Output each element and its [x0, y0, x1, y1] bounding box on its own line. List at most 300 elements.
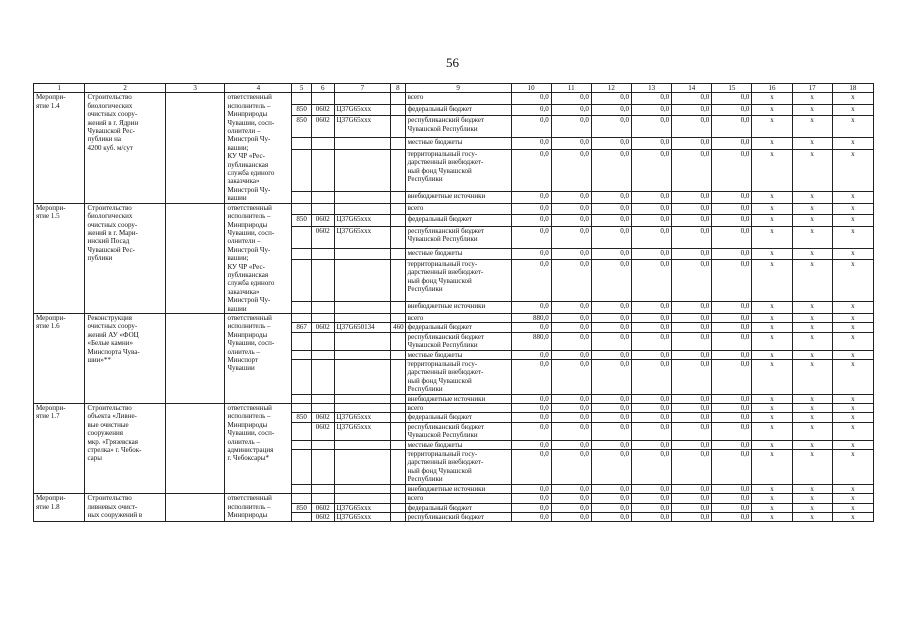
value-cell: x: [832, 226, 873, 248]
header-cell: 8: [391, 84, 405, 93]
value-cell: x: [752, 360, 792, 395]
value-cell: x: [832, 360, 873, 395]
value-cell: 0,0: [672, 203, 712, 215]
measure-code-cell: Меропри- ятие 1.5: [34, 203, 85, 313]
value-cell: 0,0: [632, 494, 672, 503]
header-cell: 9: [405, 84, 511, 93]
value-cell: 0,0: [672, 512, 712, 521]
value-cell: 0,0: [672, 332, 712, 350]
code-cell: 0602: [311, 323, 334, 332]
code-cell: Ц37G65xxx: [334, 503, 391, 512]
funding-source-cell: внебюджетные источники: [405, 302, 511, 314]
value-cell: x: [752, 440, 792, 449]
code-cell: [391, 484, 405, 493]
code-cell: [334, 350, 391, 359]
value-cell: 0,0: [511, 323, 551, 332]
code-cell: [391, 422, 405, 440]
value-cell: 0,0: [632, 302, 672, 314]
funding-source-cell: всего: [405, 203, 511, 215]
value-cell: 0,0: [632, 323, 672, 332]
code-cell: [292, 360, 312, 395]
value-cell: 0,0: [511, 116, 551, 138]
code-cell: [334, 494, 391, 503]
value-cell: x: [832, 215, 873, 227]
code-cell: 0602: [311, 215, 334, 227]
code-cell: [292, 494, 312, 503]
header-cell: 18: [832, 84, 873, 93]
value-cell: x: [832, 404, 873, 413]
funding-source-cell: всего: [405, 313, 511, 322]
value-cell: 0,0: [712, 138, 752, 150]
value-cell: x: [792, 332, 832, 350]
value-cell: x: [832, 302, 873, 314]
code-cell: [292, 512, 312, 521]
code-cell: Ц37G65xxx: [334, 413, 391, 422]
value-cell: 0,0: [591, 450, 631, 485]
table-row: [34, 203, 874, 215]
value-cell: x: [752, 394, 792, 403]
value-cell: x: [752, 116, 792, 138]
value-cell: x: [792, 413, 832, 422]
value-cell: 0,0: [511, 149, 551, 191]
code-cell: [311, 404, 334, 413]
value-cell: 0,0: [551, 203, 591, 215]
value-cell: 0,0: [632, 440, 672, 449]
value-cell: 0,0: [672, 248, 712, 260]
value-cell: x: [792, 484, 832, 493]
value-cell: x: [752, 404, 792, 413]
value-cell: x: [792, 404, 832, 413]
value-cell: 0,0: [712, 503, 752, 512]
code-cell: [311, 350, 334, 359]
value-cell: x: [832, 323, 873, 332]
value-cell: 0,0: [551, 116, 591, 138]
value-cell: x: [832, 350, 873, 359]
code-cell: [391, 104, 405, 116]
value-cell: 0,0: [511, 226, 551, 248]
code-cell: [391, 413, 405, 422]
value-cell: 0,0: [511, 360, 551, 395]
value-cell: 0,0: [551, 138, 591, 150]
value-cell: 880,0: [511, 332, 551, 350]
code-cell: [292, 484, 312, 493]
value-cell: x: [792, 394, 832, 403]
code-cell: [334, 394, 391, 403]
code-cell: [391, 394, 405, 403]
header-cell: 1: [34, 84, 85, 93]
value-cell: x: [792, 215, 832, 227]
value-cell: 0,0: [712, 440, 752, 449]
value-cell: 0,0: [632, 503, 672, 512]
code-cell: [311, 203, 334, 215]
header-cell: 7: [334, 84, 391, 93]
code-cell: [311, 450, 334, 485]
value-cell: 0,0: [511, 104, 551, 116]
value-cell: 0,0: [632, 226, 672, 248]
value-cell: 0,0: [672, 360, 712, 395]
funding-source-cell: федеральный бюджет: [405, 215, 511, 227]
code-cell: [391, 203, 405, 215]
measure-code-cell: Меропри- ятие 1.8: [34, 494, 85, 522]
code-cell: [334, 360, 391, 395]
code-cell: 850: [292, 215, 312, 227]
value-cell: 0,0: [672, 260, 712, 302]
value-cell: 0,0: [712, 450, 752, 485]
value-cell: x: [752, 503, 792, 512]
value-cell: 0,0: [672, 422, 712, 440]
code-cell: [391, 226, 405, 248]
value-cell: x: [752, 215, 792, 227]
code-cell: [391, 440, 405, 449]
value-cell: 0,0: [551, 149, 591, 191]
value-cell: x: [752, 248, 792, 260]
value-cell: 0,0: [712, 192, 752, 204]
value-cell: 0,0: [591, 323, 631, 332]
value-cell: x: [792, 350, 832, 359]
code-cell: [292, 138, 312, 150]
value-cell: 0,0: [632, 332, 672, 350]
code-cell: [391, 450, 405, 485]
value-cell: 0,0: [632, 422, 672, 440]
value-cell: 0,0: [551, 360, 591, 395]
value-cell: x: [792, 248, 832, 260]
value-cell: x: [752, 93, 792, 105]
code-cell: [292, 203, 312, 215]
value-cell: 0,0: [712, 302, 752, 314]
value-cell: x: [792, 360, 832, 395]
measure-title-cell: Строительство объекта «Ливне- вые очистные сооружения мкр. «Грязевская стрелка» г. Чебок- сары: [85, 404, 165, 494]
code-cell: [334, 404, 391, 413]
code-cell: 850: [292, 104, 312, 116]
code-cell: 0602: [311, 104, 334, 116]
funding-source-cell: территориальный госу- дарственный внебюджет- ный фонд Чувашской Республики: [405, 260, 511, 302]
code-cell: [391, 503, 405, 512]
value-cell: 0,0: [672, 215, 712, 227]
value-cell: 0,0: [551, 332, 591, 350]
value-cell: x: [792, 422, 832, 440]
code-cell: 0602: [311, 503, 334, 512]
code-cell: Ц37G65xxx: [334, 422, 391, 440]
value-cell: x: [792, 440, 832, 449]
value-cell: 0,0: [632, 313, 672, 322]
code-cell: [292, 192, 312, 204]
value-cell: 0,0: [551, 394, 591, 403]
budget-table: [33, 83, 874, 522]
value-cell: x: [832, 149, 873, 191]
value-cell: x: [792, 116, 832, 138]
funding-source-cell: местные бюджеты: [405, 350, 511, 359]
value-cell: x: [832, 104, 873, 116]
value-cell: x: [832, 248, 873, 260]
value-cell: x: [752, 302, 792, 314]
value-cell: x: [792, 93, 832, 105]
value-cell: 0,0: [672, 313, 712, 322]
value-cell: 0,0: [632, 192, 672, 204]
funding-source-cell: всего: [405, 494, 511, 503]
value-cell: 0,0: [632, 413, 672, 422]
value-cell: 0,0: [591, 93, 631, 105]
value-cell: 0,0: [712, 149, 752, 191]
code-cell: [292, 313, 312, 322]
code-cell: [391, 260, 405, 302]
value-cell: 0,0: [632, 360, 672, 395]
value-cell: 0,0: [591, 138, 631, 150]
code-cell: [391, 313, 405, 322]
code-cell: [292, 440, 312, 449]
code-cell: [311, 440, 334, 449]
value-cell: x: [832, 313, 873, 322]
value-cell: 0,0: [591, 484, 631, 493]
value-cell: 0,0: [712, 203, 752, 215]
code-cell: [292, 450, 312, 485]
value-cell: 0,0: [672, 450, 712, 485]
code-cell: [391, 512, 405, 521]
value-cell: 0,0: [712, 413, 752, 422]
funding-source-cell: республиканский бюджет Чувашской Республики: [405, 226, 511, 248]
code-cell: Ц37G65xxx: [334, 116, 391, 138]
measure-title-cell: Строительство биологических очистных соору- жений в г. Ядрин Чувашской Рес- публики на 4200 куб. м/сут: [85, 93, 165, 203]
value-cell: 0,0: [511, 440, 551, 449]
value-cell: 0,0: [712, 323, 752, 332]
value-cell: x: [752, 512, 792, 521]
value-cell: 0,0: [712, 394, 752, 403]
header-cell: 16: [752, 84, 792, 93]
value-cell: x: [752, 332, 792, 350]
value-cell: 0,0: [511, 93, 551, 105]
value-cell: 0,0: [672, 494, 712, 503]
code-cell: 0602: [311, 226, 334, 248]
value-cell: 0,0: [591, 260, 631, 302]
code-cell: [334, 302, 391, 314]
value-cell: x: [752, 450, 792, 485]
value-cell: 0,0: [591, 503, 631, 512]
code-cell: [334, 192, 391, 204]
value-cell: x: [752, 104, 792, 116]
measure-code-cell: Меропри- ятие 1.6: [34, 313, 85, 403]
value-cell: x: [792, 104, 832, 116]
value-cell: x: [752, 260, 792, 302]
value-cell: 0,0: [551, 313, 591, 322]
code-cell: [292, 93, 312, 105]
value-cell: 0,0: [591, 192, 631, 204]
value-cell: 0,0: [591, 248, 631, 260]
funding-source-cell: федеральный бюджет: [405, 503, 511, 512]
value-cell: x: [752, 138, 792, 150]
value-cell: x: [792, 149, 832, 191]
value-cell: x: [792, 503, 832, 512]
funding-source-cell: федеральный бюджет: [405, 323, 511, 332]
value-cell: x: [792, 512, 832, 521]
value-cell: 0,0: [591, 413, 631, 422]
value-cell: 0,0: [511, 248, 551, 260]
code-cell: [391, 248, 405, 260]
value-cell: 0,0: [672, 413, 712, 422]
value-cell: 0,0: [632, 215, 672, 227]
value-cell: 0,0: [551, 404, 591, 413]
value-cell: 0,0: [591, 422, 631, 440]
code-cell: [292, 149, 312, 191]
value-cell: 0,0: [511, 260, 551, 302]
value-cell: x: [832, 332, 873, 350]
value-cell: 0,0: [511, 192, 551, 204]
value-cell: 0,0: [712, 350, 752, 359]
value-cell: x: [792, 494, 832, 503]
code-cell: [334, 440, 391, 449]
code-cell: [311, 93, 334, 105]
funding-source-cell: всего: [405, 404, 511, 413]
value-cell: 0,0: [551, 440, 591, 449]
code-cell: [292, 422, 312, 440]
code-cell: [391, 93, 405, 105]
value-cell: 0,0: [632, 104, 672, 116]
funding-source-cell: местные бюджеты: [405, 248, 511, 260]
code-cell: [334, 93, 391, 105]
value-cell: 0,0: [591, 440, 631, 449]
value-cell: x: [832, 450, 873, 485]
code-cell: [311, 248, 334, 260]
value-cell: 0,0: [632, 203, 672, 215]
value-cell: 0,0: [712, 226, 752, 248]
value-cell: 0,0: [712, 116, 752, 138]
code-cell: [311, 332, 334, 350]
value-cell: x: [752, 226, 792, 248]
value-cell: 0,0: [712, 215, 752, 227]
value-cell: 0,0: [591, 512, 631, 521]
code-cell: Ц37G650134: [334, 323, 391, 332]
code-cell: 0602: [311, 116, 334, 138]
value-cell: 0,0: [591, 104, 631, 116]
value-cell: 0,0: [511, 350, 551, 359]
value-cell: 0,0: [591, 404, 631, 413]
code-cell: [292, 332, 312, 350]
value-cell: 0,0: [672, 503, 712, 512]
funding-source-cell: республиканский бюджет Чувашской Республики: [405, 332, 511, 350]
code-cell: [391, 138, 405, 150]
value-cell: x: [832, 260, 873, 302]
value-cell: 0,0: [551, 494, 591, 503]
value-cell: 0,0: [712, 313, 752, 322]
executor-cell: ответственный исполнитель – Минприроды Чувашии, сосп- олнитель – Минспорт Чувашии: [225, 313, 292, 403]
measure-title-cell: Реконструкция очистных соору- жений АУ «ФОЦ «Белые камни» Минспорта Чува- шии»**: [85, 313, 165, 403]
value-cell: 0,0: [632, 512, 672, 521]
code-cell: [311, 494, 334, 503]
code-cell: 850: [292, 413, 312, 422]
funding-source-cell: республиканский бюджет Чувашской Республики: [405, 422, 511, 440]
empty-cell: [165, 203, 225, 313]
value-cell: 0,0: [672, 104, 712, 116]
executor-cell: ответственный исполнитель – Минприроды Чувашии, сосп- олнители – Минстрой Чу- вашии; КУ ЧР «Рес- публиканская служба единого заказчика» Минстрой Чу- вашии: [225, 203, 292, 313]
code-cell: [292, 226, 312, 248]
code-cell: [334, 484, 391, 493]
funding-source-cell: внебюджетные источники: [405, 484, 511, 493]
code-cell: [334, 203, 391, 215]
value-cell: 0,0: [591, 332, 631, 350]
code-cell: [292, 350, 312, 359]
code-cell: 0602: [311, 422, 334, 440]
value-cell: x: [832, 440, 873, 449]
code-cell: Ц37G65xxx: [334, 226, 391, 248]
value-cell: 0,0: [712, 512, 752, 521]
code-cell: [334, 313, 391, 322]
value-cell: x: [792, 323, 832, 332]
header-row: [34, 84, 874, 93]
value-cell: 0,0: [712, 360, 752, 395]
funding-source-cell: внебюджетные источники: [405, 394, 511, 403]
header-cell: 11: [551, 84, 591, 93]
value-cell: 0,0: [551, 484, 591, 493]
code-cell: [311, 192, 334, 204]
value-cell: 0,0: [712, 104, 752, 116]
code-cell: [334, 149, 391, 191]
code-cell: Ц37G65xxx: [334, 104, 391, 116]
value-cell: 0,0: [511, 512, 551, 521]
value-cell: 0,0: [591, 350, 631, 359]
value-cell: 880,0: [511, 313, 551, 322]
empty-cell: [165, 93, 225, 203]
value-cell: 0,0: [712, 422, 752, 440]
value-cell: 0,0: [632, 116, 672, 138]
code-cell: [391, 149, 405, 191]
value-cell: x: [752, 203, 792, 215]
value-cell: 0,0: [632, 260, 672, 302]
code-cell: [391, 332, 405, 350]
value-cell: 0,0: [591, 203, 631, 215]
value-cell: x: [752, 494, 792, 503]
value-cell: 0,0: [511, 422, 551, 440]
value-cell: 0,0: [551, 248, 591, 260]
code-cell: [292, 260, 312, 302]
value-cell: 0,0: [712, 494, 752, 503]
empty-cell: [165, 494, 225, 522]
code-cell: [391, 192, 405, 204]
value-cell: 0,0: [632, 149, 672, 191]
value-cell: 0,0: [712, 248, 752, 260]
header-cell: 3: [165, 84, 225, 93]
code-cell: [311, 260, 334, 302]
value-cell: 0,0: [672, 138, 712, 150]
value-cell: 0,0: [712, 93, 752, 105]
table-row: [34, 494, 874, 503]
funding-source-cell: федеральный бюджет: [405, 413, 511, 422]
value-cell: x: [832, 138, 873, 150]
value-cell: 0,0: [632, 394, 672, 403]
executor-cell: ответственный исполнитель – Минприроды: [225, 494, 292, 522]
value-cell: 0,0: [632, 138, 672, 150]
header-cell: 5: [292, 84, 312, 93]
value-cell: 0,0: [672, 226, 712, 248]
code-cell: 460: [391, 323, 405, 332]
funding-source-cell: территориальный госу- дарственный внебюджет- ный фонд Чувашской Республики: [405, 450, 511, 485]
value-cell: 0,0: [511, 302, 551, 314]
code-cell: Ц37G65xxx: [334, 215, 391, 227]
code-cell: [391, 302, 405, 314]
value-cell: 0,0: [672, 149, 712, 191]
code-cell: 850: [292, 116, 312, 138]
code-cell: [311, 302, 334, 314]
code-cell: [334, 450, 391, 485]
value-cell: 0,0: [551, 260, 591, 302]
value-cell: 0,0: [551, 104, 591, 116]
code-cell: 0602: [311, 512, 334, 521]
value-cell: 0,0: [511, 484, 551, 493]
header-cell: 13: [632, 84, 672, 93]
empty-cell: [165, 313, 225, 403]
value-cell: 0,0: [672, 302, 712, 314]
value-cell: x: [752, 313, 792, 322]
value-cell: x: [832, 394, 873, 403]
table-row: [34, 313, 874, 322]
measure-title-cell: Строительство биологических очистных соору- жений в г. Мари- инский Посад Чувашской Рес- публики: [85, 203, 165, 313]
